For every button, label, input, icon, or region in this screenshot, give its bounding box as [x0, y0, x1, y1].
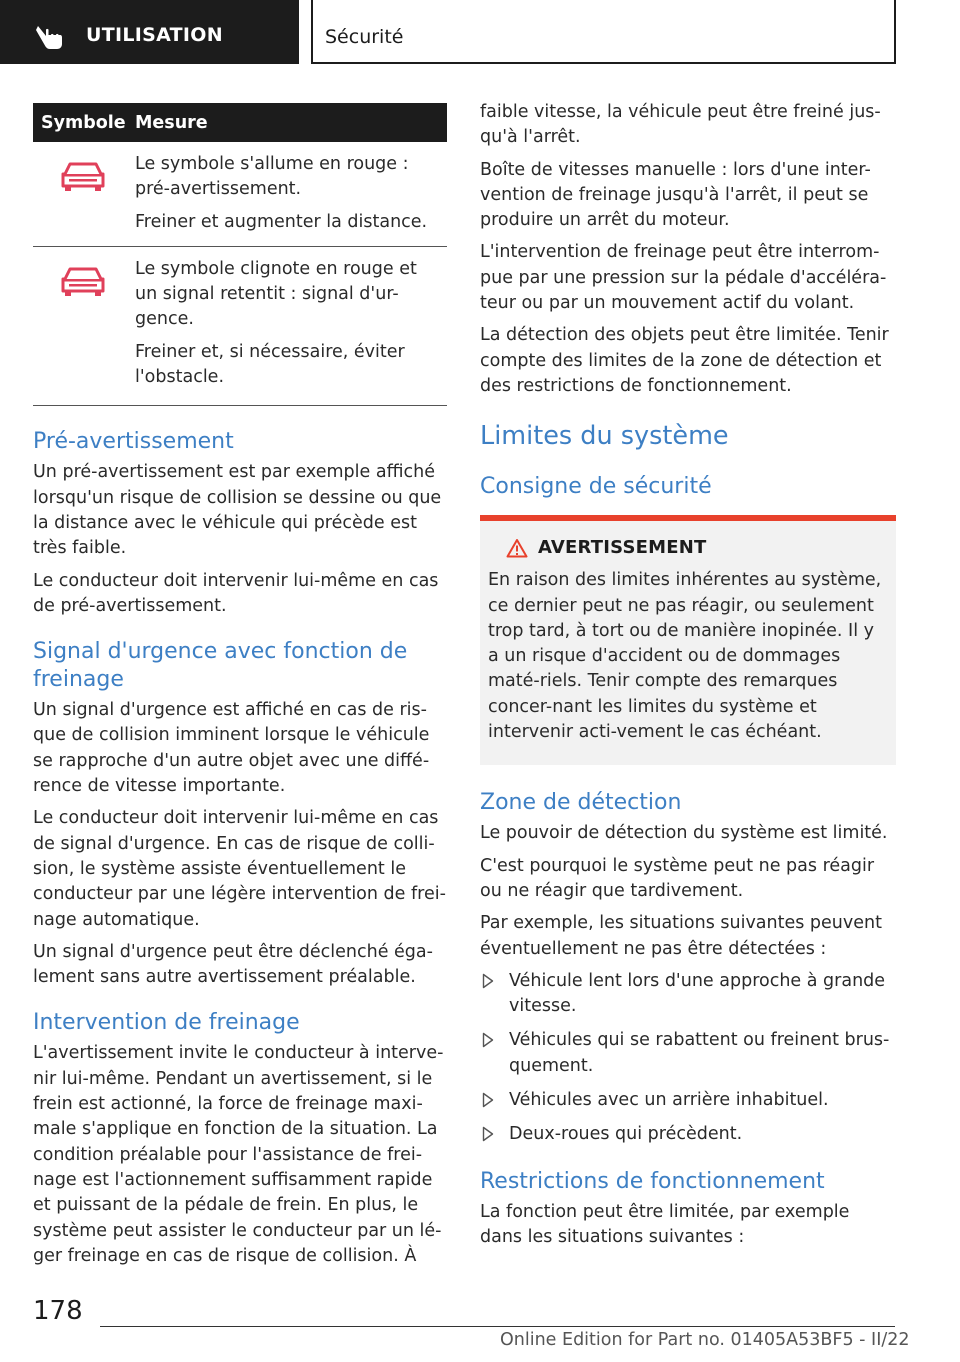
heading-limites-systeme: Limites du système [480, 421, 729, 452]
warning-box [480, 515, 896, 765]
measure-text [135, 257, 447, 333]
measure-text [135, 152, 447, 203]
measure-line: gence. [135, 309, 194, 330]
list-item-text: Véhicules qui se rabattent ou freinent brus-quement. [509, 1030, 890, 1076]
warning-label: AVERTISSEMENT [538, 537, 707, 559]
measure-line: l'obstacle. [135, 367, 225, 388]
detection-list [480, 969, 896, 1148]
paragraph: Un signal d'urgence peut être déclenché éga-lement sans autre avertissement préalable. [33, 941, 433, 988]
header-subsection-box [311, 0, 896, 64]
list-item [480, 1088, 896, 1113]
measure-line: un signal retentit : signal d'ur- [135, 284, 399, 305]
paragraph: Le pouvoir de détection du système est limité. [480, 823, 888, 844]
car-front-icon [60, 160, 106, 194]
page-number: 178 [33, 1296, 83, 1326]
heading-pre-avertissement: Pré-avertissement [33, 429, 234, 455]
hand-pointer-icon [32, 22, 68, 52]
heading-intervention-freinage: Intervention de freinage [33, 1010, 300, 1036]
measure-text [135, 340, 447, 391]
heading-consigne-securite: Consigne de sécurité [480, 474, 712, 500]
paragraph: L'intervention de freinage peut être interrom-pue par une pression sur la pédale d'accéléra-teur ou par un mouvement actif du volant. [480, 242, 887, 314]
footer-edition: Online Edition for Part no. 01405A53BF5 - II/22 [500, 1330, 910, 1350]
paragraph: Boîte de vitesses manuelle : lors d'une inter-vention de freinage jusqu'à l'arrêt, il peut se produire un arrêt du moteur. [480, 159, 871, 231]
right-column [480, 100, 896, 1257]
heading-zone-detection: Zone de détection [480, 790, 682, 816]
list-item [480, 1122, 896, 1147]
table-row [33, 142, 447, 247]
paragraph: Un signal d'urgence est affiché en cas de ris-que de collision imminent lorsque le véhicule se rapproche d'un autre objet avec une diffé-rence de vitesse importante. [33, 700, 430, 797]
measure-text [135, 210, 447, 235]
paragraph: faible vitesse, la véhicule peut être freiné jus-qu'à l'arrêt. [480, 102, 881, 148]
car-front-icon [60, 265, 106, 299]
list-item [480, 969, 896, 1020]
warning-triangle-icon [506, 538, 528, 558]
measure-line: Le symbole s'allume en rouge : [135, 154, 409, 174]
bullet-arrow-icon [480, 969, 509, 1020]
heading-restrictions: Restrictions de fonctionnement [480, 1168, 825, 1194]
header-section-tab [0, 0, 299, 64]
warning-title [488, 537, 888, 558]
warning-text: En raison des limites inhérentes au système, ce dernier peut ne pas réagir, ou seulement trop tard, à tort ou de manière inopinée. Il y a un risque d'accident ou de dommages maté-riels. Tenir compte des remarques concer-nant les limites du système et intervenir acti-vement le cas échéant. [488, 570, 882, 743]
paragraph: Par exemple, les situations suivantes peuvent éventuellement ne pas être détectées : [480, 913, 882, 959]
measure-line: Le symbole clignote en rouge et [135, 258, 417, 279]
list-item-text: Véhicule lent lors d'une approche à grande vitesse. [509, 970, 886, 1017]
bullet-arrow-icon [480, 1028, 509, 1079]
table-col-measure: Mesure [135, 112, 208, 133]
section-title: UTILISATION [86, 24, 223, 46]
list-item [480, 1028, 896, 1079]
measure-line: pré-avertissement. [135, 179, 302, 200]
subsection-title: Sécurité [325, 26, 404, 48]
measure-line: Freiner et, si nécessaire, éviter [135, 341, 405, 362]
paragraph: La détection des objets peut être limitée. Tenir compte des limites de la zone de détection et des restrictions de fonctionnement. [480, 325, 889, 396]
paragraph: C'est pourquoi le système peut ne pas réagir ou ne réagir que tardivement. [480, 855, 875, 901]
heading-signal-urgence: Signal d'urgence avec fonction de freinage [33, 639, 408, 693]
paragraph: Un pré-avertissement est par exemple affiché lorsqu'un risque de collision se dessine ou que la distance avec le véhicule qui précède est très faible. [33, 462, 442, 559]
paragraph: Le conducteur doit intervenir lui-même en cas de signal d'urgence. En cas de risque de colli-sion, le système assiste éventuellement le conducteur par une légère intervention de frei-nage automatique. [33, 808, 446, 930]
table-row [33, 247, 447, 406]
left-column [33, 103, 447, 1276]
list-item-text: Véhicules avec un arrière inhabituel. [509, 1090, 829, 1111]
measure-line: Freiner et augmenter la distance. [135, 211, 428, 232]
bullet-arrow-icon [480, 1122, 509, 1147]
footer-divider [100, 1326, 895, 1327]
bullet-arrow-icon [480, 1088, 509, 1113]
paragraph: L'avertissement invite le conducteur à interve-nir lui-même. Pendant un avertissement, si le frein est actionné, la force de freinage maxi-male s'applique en fonction de la situation. La condition préalable pour l'assistance de frei-nage est l'actionnement suffisamment rapide et puissant de la pédale de frein. En plus, le système peut assister le conducteur par un lé-ger freinage en cas de risque de collision. À [33, 1043, 444, 1266]
paragraph: Le conducteur doit intervenir lui-même en cas de pré-avertissement. [33, 570, 439, 616]
paragraph: La fonction peut être limitée, par exemple dans les situations suivantes : [480, 1201, 850, 1247]
list-item-text: Deux-roues qui précèdent. [509, 1124, 743, 1145]
table-col-symbol: Symbole [41, 112, 126, 133]
table-header [33, 103, 447, 142]
